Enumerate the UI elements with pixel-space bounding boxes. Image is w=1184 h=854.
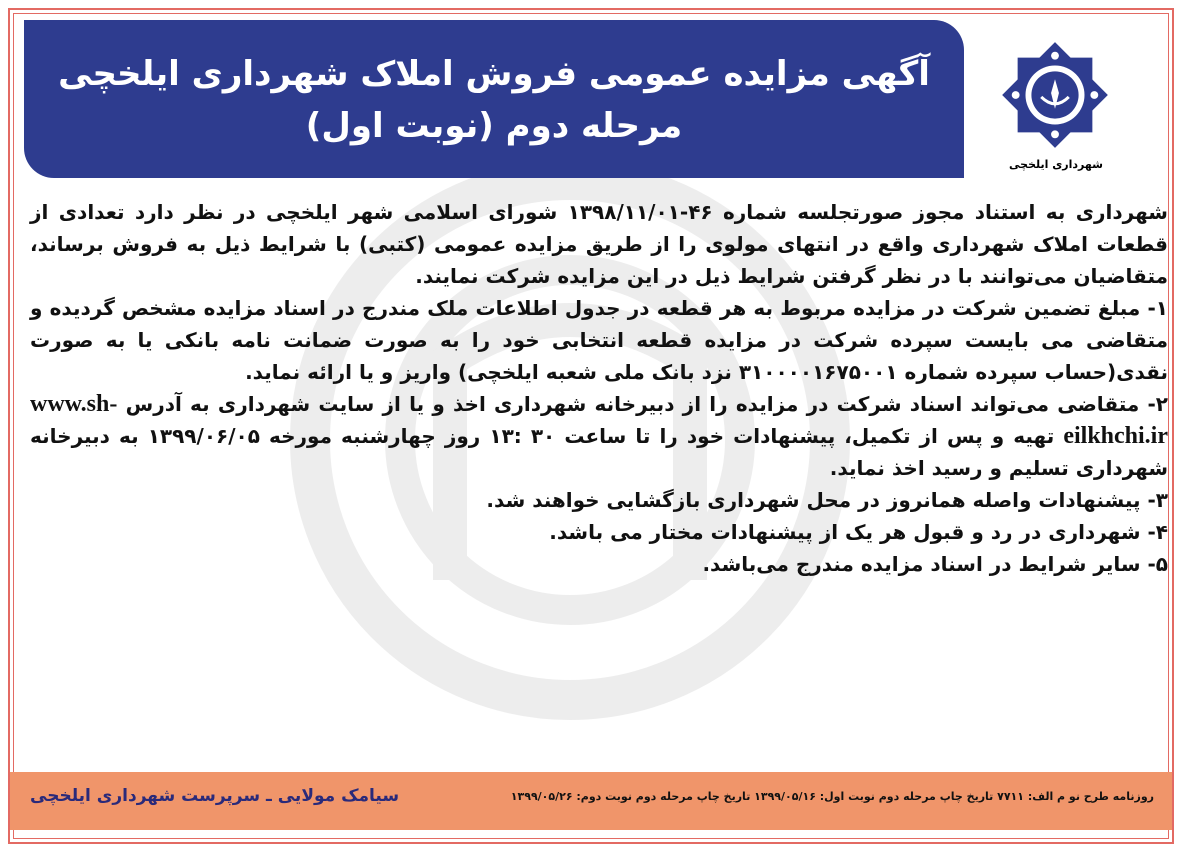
condition-item-3: ۳- پیشنهادات واصله همانروز در محل شهرداری بازگشایی خواهند شد. <box>486 488 1168 512</box>
condition-item-2-text-b: تهیه و پس از تکمیل، پیشنهادات خود را تا ساعت ۳۰ :۱۳ روز چهارشنبه مورخه ۱۳۹۹/۰۶/۰۵ به دبیرخانه شهرداری تسلیم و رسید اخذ نماید. <box>30 424 1168 480</box>
municipality-logo-icon <box>996 36 1114 154</box>
page-title: آگهی مزایده عمومی فروش املاک شهرداری ایلخچی <box>58 54 930 94</box>
page-subtitle: مرحله دوم (نوبت اول) <box>305 106 683 146</box>
condition-item-5: ۵- سایر شرایط در اسناد مزایده مندرج می‌باشد. <box>702 552 1168 576</box>
intro-paragraph: شهرداری به استناد مجوز صورتجلسه شماره ۴۶-۱۳۹۸/۱۱/۰۱ شورای اسلامی شهر ایلخچی در نظر دارد تعدادی از قطعات املاک شهرداری واقع در انتهای مولوی را از طریق مزایده عمومی (کتبی) با شرایط ذیل به فروش برساند، متقاضیان می‌توانند با در نظر گرفتن شرایط ذیل در این مزایده شرکت نمایند. <box>30 200 1168 288</box>
title-banner <box>24 20 964 178</box>
condition-item-1: ۱- مبلغ تضمین شرکت در مزایده مربوط به هر قطعه در جدول اطلاعات ملک مندرج در اسناد مزایده مشخص گردیده و متقاضی می بایست سپرده شرکت در مزایده قطعه انتخابی خود را به صورت ضمانت نامه بانکی یا به صورت نقدی(حساب سپرده شماره ۳۱۰۰۰۰۱۶۷۵۰۰۱ نزد بانک ملی شعبه ایلخچی) واریز و یا ارائه نماید. <box>30 296 1168 384</box>
website-link[interactable]: www.sh-eilkhchi.ir <box>30 391 1168 449</box>
signature: سیامک مولایی ـ سرپرست شهرداری ایلخچی <box>30 786 400 806</box>
condition-item-4: ۴- شهرداری در رد و قبول هر یک از پیشنهادات مختار می باشد. <box>549 520 1168 544</box>
publication-info: روزنامه طرح نو م الف: ۷۷۱۱ تاریخ چاپ مرحله دوم نوبت اول: ۱۳۹۹/۰۵/۱۶ تاریخ چاپ مرحله دوم نوبت دوم: ۱۳۹۹/۰۵/۲۶ <box>510 790 1154 803</box>
logo-caption: شهرداری ایلخچی <box>1009 158 1103 171</box>
footer-bar <box>10 772 1172 830</box>
condition-item-2-text-a: ۲- متقاضی می‌تواند اسناد شرکت در مزایده را از دبیرخانه شهرداری اخذ و یا از سایت شهرداری به آدرس <box>125 392 1169 416</box>
notice-body <box>30 196 1168 580</box>
condition-item-2 <box>30 388 1168 484</box>
